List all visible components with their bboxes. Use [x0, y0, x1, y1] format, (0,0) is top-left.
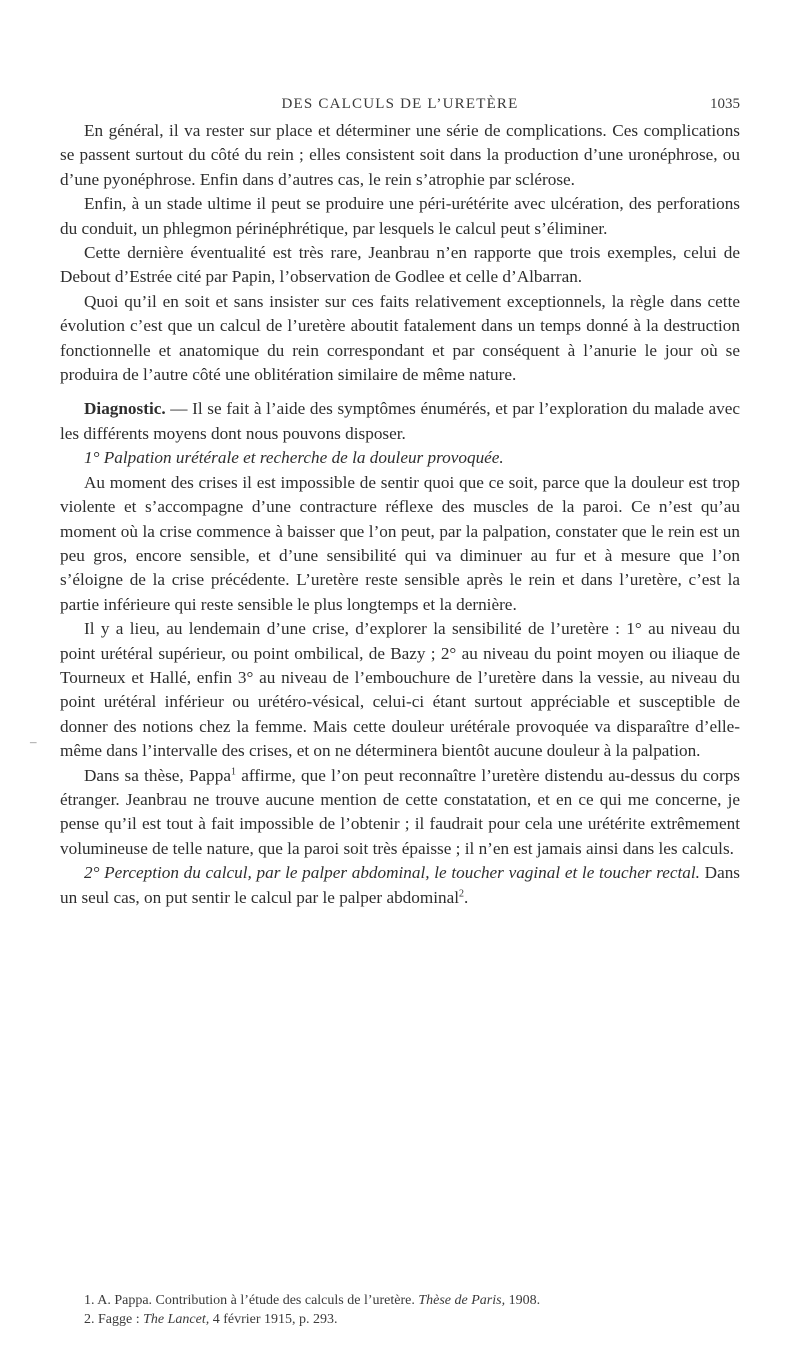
- margin-mark: –: [30, 734, 37, 749]
- paragraph-perception: [60, 861, 740, 910]
- paragraph-crises: Au moment des crises il est impossible de sentir quoi que ce soit, parce que la douleur est trop violente et s’accompagne d’une contracture réflexe des muscles de la paroi. Ce n’est qu’au moment où la crise commence à baisser que l’on peut, par la palpation, constater que le rein est un peu gros, encore sensible, et d’une sensibilité qui va diminuer au fur et à mesure que l’on s’éloigne de la crise précédente. L’uretère reste sensible après le rein et dans l’uretère, c’est la partie inférieure qui reste sensible le plus longtemps et la dernière.: [60, 472, 740, 614]
- paragraph-regle: Quoi qu’il en soit et sans insister sur ces faits relativement exceptionnels, la règle dans cette évolution c’est que un calcul de l’uretère aboutit fatalement dans un temps donné à la destruction fonctionnelle et anatomique du rein correspondant et par conséquent à l’anurie le jour où se produira de l’autre côté une oblitération similaire de même nature.: [60, 291, 740, 385]
- diagnostic-text: — Il se fait à l’aide des symptômes énumérés, et par l’exploration du malade avec les différents moyens dont nous pouvons disposer.: [60, 399, 740, 443]
- paragraph-ultime: Enfin, à un stade ultime il peut se produire une péri-urétérite avec ulcération, des perforations du conduit, un phlegmon périnéphrétique, par lesquels le calcul peut s’éliminer.: [60, 194, 740, 238]
- footnote-1-text: 1. A. Pappa. Contribution à l’étude des calculs de l’uretère.: [84, 1293, 419, 1308]
- footnote-2-text: 2. Fagge :: [84, 1312, 144, 1327]
- subheading-perception: 2° Perception du calcul, par le palper abdominal, le toucher vaginal et le toucher rectal.: [84, 863, 700, 883]
- paragraph-diagnostic: [60, 397, 740, 446]
- footnotes: [60, 1291, 740, 1329]
- footnote-1-italic: Thèse de Paris,: [418, 1293, 506, 1308]
- subheading-palpation: 1° Palpation urétérale et recherche de la douleur provoquée.: [84, 448, 504, 468]
- footnote-2: [60, 1310, 740, 1329]
- pappa-text-start: Dans sa thèse, Pappa: [84, 765, 231, 785]
- paragraph-points-ureteraux: Il y a lieu, au lendemain d’une crise, d’explorer la sensibilité de l’uretère : 1° au niveau du point urétéral supérieur, ou point ombilical, de Bazy ; 2° au niveau du point moyen ou iliaque de Tourneux et Hallé, enfin 3° au niveau de l’embouchure de l’uretère dans la vessie, au niveau du point urétéral inférieur ou urétéro-vésical, celui-ci étant surtout appréciable et susceptible de donner des notions chez la femme. Mais cette douleur urétérale provoquée va disparaître d’elle-même dans l’intervalle des crises, et on ne déterminera bientôt aucune douleur à la palpation.: [60, 619, 740, 761]
- section-spacer: [60, 387, 740, 397]
- footnote-2-end: 4 février 1915, p. 293.: [209, 1312, 338, 1327]
- footnote-ref-2: 2: [459, 887, 464, 899]
- paragraph-complications: En général, il va rester sur place et déterminer une série de complications. Ces complications se passent surtout du côté du rein ; elles consistent soit dans la production d’une uronéphrose, ou d’une pyonéphrose. Enfin dans d’autres cas, le rein s’atrophie par sclérose.: [60, 121, 740, 189]
- body-text: [60, 119, 740, 910]
- running-title: DES CALCULS DE L’URETÈRE: [281, 96, 519, 112]
- running-head: [60, 96, 740, 120]
- page-number: 1035: [710, 96, 740, 112]
- perception-end: .: [464, 887, 469, 907]
- diagnostic-label: Diagnostic.: [84, 399, 166, 419]
- footnote-1-end: 1908.: [505, 1293, 541, 1308]
- pappa-text-end: affirme, que l’on peut reconnaître l’uretère distendu au-dessus du corps étranger. Jeanbrau ne trouve aucune mention de cette constatation, et en ce qui me concerne, je pense qu’il est tout à fait impossible de l’obtenir ; il faudrait pour cela une urétérite extrêmement volumineuse de telle nature, que la paroi soit très épaisse ; il n’en est jamais ainsi dans les calculs.: [60, 765, 740, 858]
- footnote-ref-1: 1: [230, 765, 236, 777]
- footnote-1: [60, 1291, 740, 1310]
- paragraph-eventualite: Cette dernière éventualité est très rare, Jeanbrau n’en rapporte que trois exemples, celui de Debout d’Estrée cité par Papin, l’observation de Godlee et celle d’Albarran.: [60, 243, 740, 287]
- footnote-2-italic: The Lancet,: [143, 1312, 210, 1327]
- paragraph-pappa: [60, 764, 740, 862]
- perception-text: Dans un seul cas, on put sentir le calcul par le palper abdominal: [60, 863, 740, 907]
